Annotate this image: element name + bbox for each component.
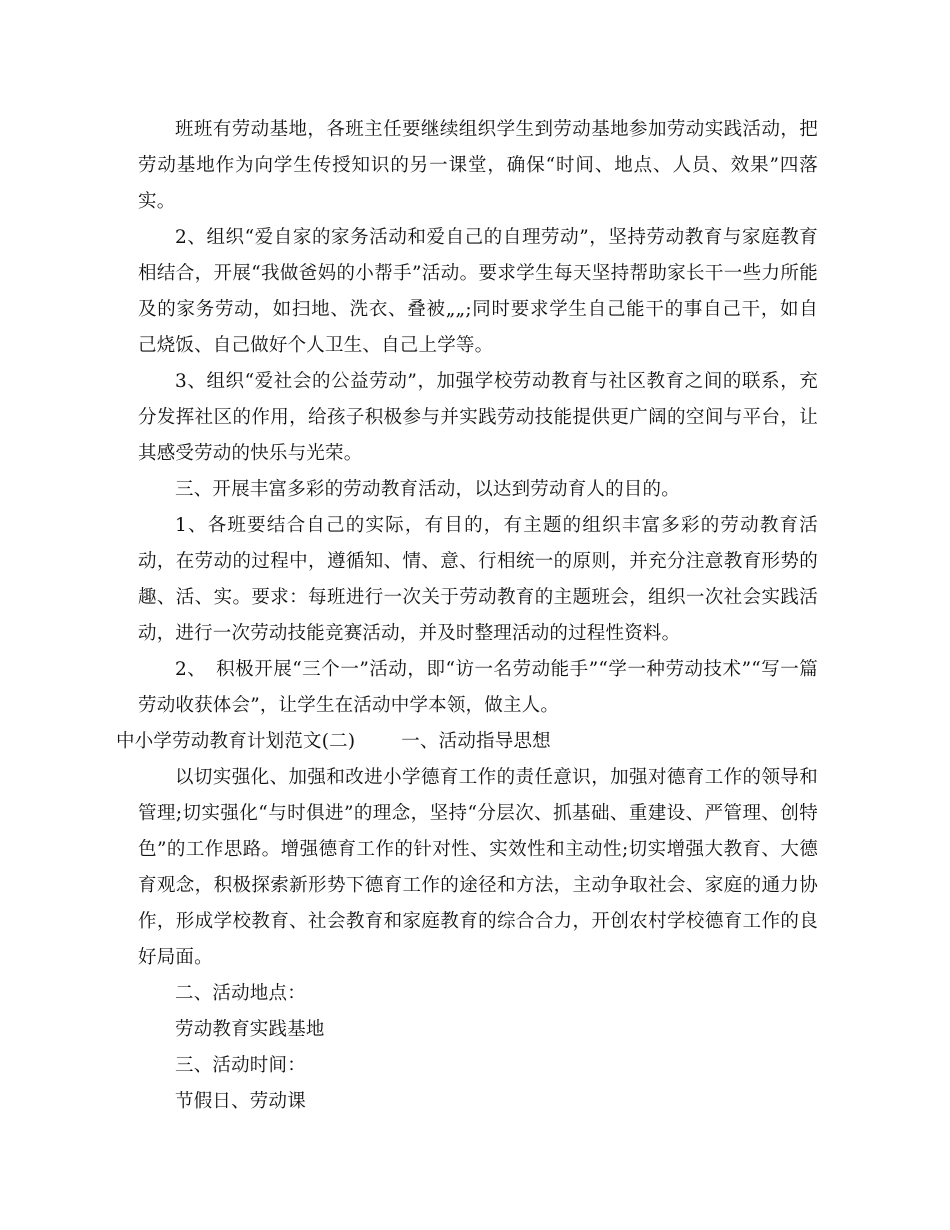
section-heading [116, 724, 818, 760]
item-time-value: 节假日、劳动课 [175, 1091, 306, 1112]
paragraph-guiding-thought: 以切实强化、加强和改进小学德育工作的责任意识，加强对德育工作的领导和管理;切实强化“与时俱进”的理念，坚持“分层次、抓基础、重建设、严管理、创特色”的工作思路。增强德育工作的针对性、实效性和主动性;切实增强大教育、大德育观念，积极探索新形势下德育工作的途径和方法，主动争取社会、家庭的通力协作，形成学校教育、社会教育和家庭教育的综合合力，开创农村学校德育工作的良好局面。 [138, 767, 819, 968]
item-location-heading: 二、活动地点： [175, 983, 306, 1004]
paragraph-section-three: 三、开展丰富多彩的劳动教育活动，以达到劳动育人的目的。 [175, 479, 680, 500]
item-location-value: 劳动教育实践基地 [175, 1019, 325, 1040]
paragraph-public-labor: 3、组织“爱社会的公益劳动”，加强学校劳动教育与社区教育之间的联系，充分发挥社区的作用，给孩子积极参与并实践劳动技能提供更广阔的空间与平台，让其感受劳动的快乐与光荣。 [138, 371, 818, 464]
paragraph-home-chores: 2、组织“爱自家的家务活动和爱自己的自理劳动”，坚持劳动教育与家庭教育相结合，开展“我做爸妈的小帮手”活动。要求学生每天坚持帮助家长干一些力所能及的家务劳动，如扫地、洗衣、叠被„„;同时要求学生自己能干的事自己干，如自己烧饭、自己做好个人卫生、自己上学等。 [138, 227, 818, 356]
paragraph-three-ones: 2、 积极开展“三个一”活动，即“访一名劳动能手”“学一种劳动技术”“写一篇劳动收获体会”，让学生在活动中学本领，做主人。 [138, 659, 818, 716]
item-time-heading: 三、活动时间： [175, 1055, 306, 1076]
section-title: 中小学劳动教育计划范文(二) [116, 731, 356, 752]
paragraph-class-activities: 1、各班要结合自己的实际，有目的，有主题的组织丰富多彩的劳动教育活动，在劳动的过程中，遵循知、情、意、行相统一的原则，并充分注意教育形势的趣、活、实。要求：每班进行一次关于劳动教育的主题班会，组织一次社会实践活动，进行一次劳动技能竞赛活动，并及时整理活动的过程性资料。 [138, 515, 818, 644]
document-body [116, 112, 819, 1120]
paragraph-labor-base: 班班有劳动基地，各班主任要继续组织学生到劳动基地参加劳动实践活动，把劳动基地作为向学生传授知识的另一课堂，确保“时间、地点、人员、效果”四落实。 [138, 119, 818, 212]
section-subtitle: 一、活动指导思想 [401, 731, 551, 752]
